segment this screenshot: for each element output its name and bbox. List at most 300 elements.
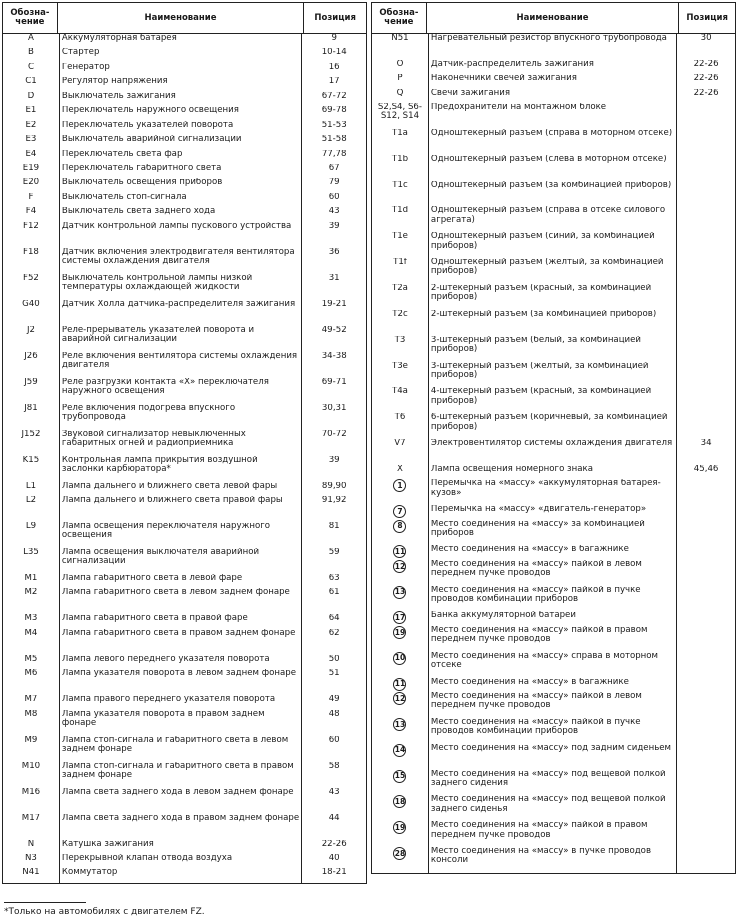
cell-code — [3, 34, 60, 48]
cell-position — [677, 744, 735, 770]
cell-position — [677, 258, 735, 284]
cell-position — [677, 362, 735, 388]
table-row — [372, 626, 735, 652]
table-row — [3, 300, 366, 326]
table-row — [3, 274, 366, 300]
code-text: T1d — [391, 206, 409, 216]
cell-code — [372, 744, 429, 770]
code-text: J2 — [26, 325, 35, 335]
cell-name: Лампа стоп-сигнала и габаритного света в левом заднем фонаре — [60, 736, 302, 762]
table-row — [3, 695, 366, 709]
circled-number: 18 — [393, 795, 406, 808]
cell-code — [3, 300, 60, 326]
cell-name: Выключатель зажигания — [60, 92, 302, 106]
code-text: J81 — [24, 403, 38, 413]
code-text: L35 — [23, 547, 39, 557]
code-text: E4 — [25, 149, 37, 159]
cell-name: Коммутатор — [60, 868, 302, 882]
code-text: N41 — [22, 868, 40, 878]
cell-code — [3, 121, 60, 135]
code-text: M16 — [21, 787, 41, 797]
cell-position: 22-26 — [693, 88, 719, 98]
cell-position — [677, 770, 735, 796]
cell-code — [372, 560, 429, 586]
cell-code — [372, 413, 429, 439]
cell-name: Перемычка на «массу» «двигатель-генератор» — [429, 505, 677, 519]
code-text: M10 — [21, 761, 41, 771]
cell-name: Датчик включения электродвигателя вентилятора системы охлаждения двигателя — [60, 248, 302, 274]
cell-code — [372, 34, 429, 60]
cell-position — [677, 103, 735, 129]
cell-position: 36 — [328, 247, 340, 257]
cell-code — [372, 60, 429, 74]
cell-position: 77,78 — [321, 149, 347, 159]
cell-position: 10-14 — [321, 48, 347, 58]
table-row — [372, 60, 735, 74]
circled-number: 13 — [393, 586, 406, 599]
table-row — [372, 103, 735, 129]
cell-code — [3, 193, 60, 207]
cell-position: 48 — [328, 709, 340, 719]
code-text: T1a — [391, 128, 408, 138]
cell-position — [677, 155, 735, 181]
cell-code — [372, 520, 429, 546]
code-text: V7 — [394, 439, 406, 449]
cell-position: 51-53 — [321, 120, 347, 130]
cell-position — [677, 545, 735, 559]
table-row — [3, 48, 366, 62]
code-text: T1b — [391, 154, 409, 164]
cell-code — [372, 770, 429, 796]
cell-name: Перемычка на «массу» «аккумуляторная батарея-кузов» — [429, 479, 677, 505]
cell-name: Место соединения на «массу» пайкой в правом переднем пучке проводов — [429, 626, 677, 652]
cell-name: 2-штекерный разъем (красный, за комбинацией приборов) — [429, 284, 677, 310]
table-left — [2, 2, 367, 884]
code-text: J26 — [24, 351, 38, 361]
cell-name: Место соединения на «массу» под задним сиденьем — [429, 744, 677, 770]
cell-position: 22-26 — [693, 74, 719, 84]
code-text: F12 — [23, 221, 39, 231]
cell-name: Выключатель стоп-сигнала — [60, 193, 302, 207]
table-row — [372, 258, 735, 284]
code-text: T6 — [394, 413, 406, 423]
table-row — [372, 232, 735, 258]
cell-code — [372, 89, 429, 103]
cell-code — [3, 522, 60, 548]
table-row — [3, 326, 366, 352]
circled-number: 1 — [393, 479, 406, 492]
table-row — [3, 788, 366, 814]
cell-code — [3, 482, 60, 496]
cell-name: Место соединения на «массу» под вещевой полкой заднего сиденья — [429, 795, 677, 821]
code-text: O — [396, 59, 404, 69]
col-code-header: Обозна- чение — [3, 3, 58, 33]
cell-position — [677, 206, 735, 232]
table-row — [372, 718, 735, 744]
cell-code — [3, 548, 60, 574]
cell-name: Лампа освещения переключателя наружного освещения — [60, 522, 302, 548]
table-row — [3, 77, 366, 91]
cell-position: 60 — [328, 192, 340, 202]
table-body — [372, 34, 735, 873]
code-text: E20 — [22, 178, 40, 188]
cell-code — [3, 588, 60, 614]
cell-position: 58 — [328, 761, 340, 771]
code-text: M17 — [21, 813, 41, 823]
cell-code — [372, 258, 429, 284]
cell-position — [677, 284, 735, 310]
table-row — [3, 222, 366, 248]
cell-position — [677, 181, 735, 207]
cell-position: 62 — [328, 628, 340, 638]
footnote: *Только на автомобилях с двигателем FZ. — [4, 907, 205, 917]
code-text: E2 — [25, 120, 37, 130]
cell-name: Датчик контрольной лампы пускового устройства — [60, 222, 302, 248]
cell-position — [677, 520, 735, 546]
code-text: T1e — [391, 232, 408, 242]
code-text: N51 — [391, 34, 409, 43]
cell-name: Выключатель света заднего хода — [60, 207, 302, 221]
code-text: M9 — [24, 735, 38, 745]
code-text: Q — [396, 88, 404, 98]
cell-position: 39 — [328, 221, 340, 231]
cell-position: 69-78 — [321, 106, 347, 116]
cell-position: 69-71 — [321, 377, 347, 387]
cell-code — [372, 155, 429, 181]
table-body — [3, 34, 366, 883]
cell-name: Одноштекерный разъем (справа в моторном отсеке) — [429, 129, 677, 155]
cell-code — [3, 496, 60, 522]
cell-code — [372, 232, 429, 258]
table-row — [372, 89, 735, 103]
cell-name: Место соединения на «массу» за комбинацией приборов — [429, 520, 677, 546]
footnote-rule — [4, 902, 86, 903]
circled-number: 17 — [393, 611, 406, 624]
table-row — [372, 821, 735, 847]
cell-position: 16 — [328, 62, 340, 72]
table-row — [372, 678, 735, 692]
table-row — [372, 505, 735, 519]
cell-name: Место соединения на «массу» справа в моторном отсеке — [429, 652, 677, 678]
table-row — [372, 479, 735, 505]
table-header — [372, 3, 735, 34]
circled-number: 13 — [393, 718, 406, 731]
cell-position — [677, 232, 735, 258]
table-row — [372, 181, 735, 207]
table-row — [372, 586, 735, 612]
code-text: E1 — [25, 106, 37, 116]
cell-name: Лампа левого переднего указателя поворота — [60, 655, 302, 669]
cell-name: Предохранители на монтажном блоке — [429, 103, 677, 129]
table-row — [3, 548, 366, 574]
cell-position — [677, 310, 735, 336]
cell-code — [3, 788, 60, 814]
cell-position: 79 — [328, 178, 340, 188]
code-text: T1f — [393, 258, 407, 268]
table-row — [3, 193, 366, 207]
table-row — [372, 74, 735, 88]
code-text: E19 — [22, 163, 40, 173]
code-text: L9 — [25, 521, 37, 531]
table-row — [3, 150, 366, 164]
circled-number: 10 — [393, 652, 406, 665]
cell-position: 50 — [328, 654, 340, 664]
cell-code — [3, 248, 60, 274]
table-row — [3, 840, 366, 854]
cell-code — [3, 164, 60, 178]
code-text: K15 — [22, 455, 40, 465]
cell-code — [372, 103, 429, 129]
table-row — [3, 482, 366, 496]
cell-name: Реле включения вентилятора системы охлаждения двигателя — [60, 352, 302, 378]
table-row — [3, 868, 366, 882]
cell-code — [3, 695, 60, 709]
cell-code — [372, 74, 429, 88]
col-code-header: Обозна- чение — [372, 3, 427, 33]
table-row — [3, 496, 366, 522]
table-row — [372, 847, 735, 873]
code-text: M4 — [24, 628, 38, 638]
cell-code — [3, 762, 60, 788]
code-text: M1 — [24, 573, 38, 583]
cell-name: Одноштекерный разъем (за комбинацией приборов) — [429, 181, 677, 207]
cell-code — [3, 655, 60, 669]
circled-number: 19 — [393, 821, 406, 834]
table-row — [372, 652, 735, 678]
cell-position — [677, 413, 735, 439]
table-row — [3, 629, 366, 655]
cell-name: Место соединения на «массу» под вещевой полкой заднего сидения — [429, 770, 677, 796]
cell-name: Одноштекерный разъем (справа в отсеке силового агрегата) — [429, 206, 677, 232]
cell-name: 3-штекерный разъем (белый, за комбинацией приборов) — [429, 336, 677, 362]
circled-number: 11 — [393, 678, 406, 691]
cell-position: 30,31 — [321, 403, 347, 413]
cell-position: 19-21 — [321, 299, 347, 309]
cell-position: 91,92 — [321, 495, 347, 505]
table-row — [3, 655, 366, 669]
cell-position: 67 — [328, 163, 340, 173]
cell-code — [3, 178, 60, 192]
cell-position — [677, 692, 735, 718]
cell-code — [3, 135, 60, 149]
cell-position: 49-52 — [321, 325, 347, 335]
table-row — [3, 814, 366, 840]
cell-name: Место соединения на «массу» пайкой в пучке проводов комбинации приборов — [429, 718, 677, 744]
cell-name: Место соединения на «массу» в багажнике — [429, 545, 677, 559]
cell-name: Катушка зажигания — [60, 840, 302, 854]
table-row — [372, 206, 735, 232]
code-text: M6 — [24, 669, 38, 679]
table-row — [372, 692, 735, 718]
cell-position — [677, 560, 735, 586]
cell-name: Реле разгрузки контакта «X» переключателя наружного освещения — [60, 378, 302, 404]
cell-code — [372, 718, 429, 744]
table-row — [372, 795, 735, 821]
code-text: L1 — [25, 481, 37, 491]
cell-name: Реле включения подогрева впускного трубопровода — [60, 404, 302, 430]
cell-code — [372, 652, 429, 678]
cell-name: Одноштекерный разъем (слева в моторном отсеке) — [429, 155, 677, 181]
cell-position: 67-72 — [321, 91, 347, 101]
table-row — [3, 404, 366, 430]
cell-name: Генератор — [60, 63, 302, 77]
cell-name: Лампа дальнего и ближнего света левой фары — [60, 482, 302, 496]
cell-code — [3, 92, 60, 106]
circled-number: 7 — [393, 505, 406, 518]
table-row — [3, 710, 366, 736]
cell-code — [372, 479, 429, 505]
cell-name: Лампа освещения выключателя аварийной сигнализации — [60, 548, 302, 574]
table-row — [372, 611, 735, 625]
cell-position — [677, 611, 735, 625]
table-row — [3, 248, 366, 274]
cell-name: 4-штекерный разъем (красный, за комбинацией приборов) — [429, 387, 677, 413]
cell-name: Звуковой сигнализатор невыключенных габаритных огней и радиоприемника — [60, 430, 302, 456]
cell-position: 43 — [328, 787, 340, 797]
cell-position: 89,90 — [321, 481, 347, 491]
table-row — [372, 387, 735, 413]
table-row — [3, 430, 366, 456]
cell-name: Лампа стоп-сигнала и габаритного света в правом заднем фонаре — [60, 762, 302, 788]
table-row — [3, 736, 366, 762]
table-header — [3, 3, 366, 34]
cell-position — [677, 479, 735, 505]
cell-name: Лампа указателя поворота в правом заднем фонаре — [60, 710, 302, 736]
code-text: T1c — [392, 180, 408, 190]
cell-position — [677, 847, 735, 873]
table-row — [3, 614, 366, 628]
table-row — [372, 560, 735, 586]
cell-code — [3, 430, 60, 456]
table-row — [372, 770, 735, 796]
table-row — [3, 135, 366, 149]
cell-name: Выключатель аварийной сигнализации — [60, 135, 302, 149]
code-text: X — [397, 464, 403, 474]
code-text: M5 — [24, 654, 38, 664]
cell-code — [372, 545, 429, 559]
cell-name: Лампа габаритного света в левой фаре — [60, 574, 302, 588]
cell-name: Лампа правого переднего указателя поворота — [60, 695, 302, 709]
cell-code — [3, 710, 60, 736]
cell-name: Место соединения на «массу» в багажнике — [429, 678, 677, 692]
cell-name: Одноштекерный разъем (желтый, за комбинацией приборов) — [429, 258, 677, 284]
cell-name: Лампа указателя поворота в левом заднем фонаре — [60, 669, 302, 695]
table-row — [372, 439, 735, 465]
cell-name: Переключатель света фар — [60, 150, 302, 164]
code-text: T2c — [392, 309, 408, 319]
table-row — [372, 520, 735, 546]
cell-code — [372, 387, 429, 413]
table-row — [3, 669, 366, 695]
cell-position — [677, 821, 735, 847]
cell-name: Место соединения на «массу» пайкой в правом переднем пучке проводов — [429, 821, 677, 847]
cell-position: 61 — [328, 588, 340, 598]
cell-code — [3, 840, 60, 854]
cell-name: Место соединения на «массу» пайкой в левом переднем пучке проводов — [429, 692, 677, 718]
code-text: T3e — [391, 361, 408, 371]
cell-position: 59 — [328, 547, 340, 557]
table-row — [372, 155, 735, 181]
cell-code — [3, 669, 60, 695]
cell-code — [372, 505, 429, 519]
cell-code — [3, 63, 60, 77]
cell-name: Контрольная лампа прикрытия воздушной заслонки карбюратора* — [60, 456, 302, 482]
col-pos-header: Позиция — [686, 12, 728, 23]
cell-name: Нагревательный резистор впускного трубопровода — [429, 34, 677, 60]
code-text: D — [27, 91, 35, 101]
table-right — [371, 2, 736, 874]
cell-position: 30 — [700, 34, 712, 43]
cell-code — [372, 692, 429, 718]
table-row — [372, 129, 735, 155]
table-row — [3, 762, 366, 788]
table-row — [372, 284, 735, 310]
circled-number: 14 — [393, 744, 406, 757]
circled-number: 8 — [393, 520, 406, 533]
cell-code — [3, 736, 60, 762]
table-row — [372, 465, 735, 479]
circled-number: 28 — [393, 847, 406, 860]
cell-name: 3-штекерный разъем (желтый, за комбинацией приборов) — [429, 362, 677, 388]
circled-number: 15 — [393, 770, 406, 783]
cell-code — [372, 129, 429, 155]
cell-position — [677, 795, 735, 821]
cell-position: 18-21 — [321, 868, 347, 878]
cell-name: Регулятор напряжения — [60, 77, 302, 91]
table-row — [3, 456, 366, 482]
cell-name: Место соединения на «массу» пайкой в левом переднем пучке проводов — [429, 560, 677, 586]
cell-position — [677, 505, 735, 519]
cell-code — [372, 336, 429, 362]
col-name-header: Наименование — [58, 3, 305, 33]
code-text: J152 — [21, 429, 41, 439]
cell-position: 9 — [331, 34, 337, 43]
table-row — [3, 588, 366, 614]
table-row — [3, 34, 366, 48]
cell-position — [677, 387, 735, 413]
cell-code — [3, 814, 60, 840]
cell-code — [372, 821, 429, 847]
cell-code — [372, 847, 429, 873]
cell-position — [677, 336, 735, 362]
cell-name: Лампа габаритного света в правой фаре — [60, 614, 302, 628]
cell-code — [3, 150, 60, 164]
cell-code — [3, 854, 60, 868]
cell-name: Датчик Холла датчика-распределителя зажигания — [60, 300, 302, 326]
code-text: T4a — [391, 387, 408, 397]
table-row — [372, 336, 735, 362]
cell-name: Место соединения на «массу» в пучке проводов консоли — [429, 847, 677, 873]
cell-code — [372, 465, 429, 479]
code-text: A — [28, 34, 34, 43]
code-text: C1 — [25, 77, 37, 87]
cell-name: Лампа дальнего и ближнего света правой фары — [60, 496, 302, 522]
table-row — [3, 854, 366, 868]
table-row — [3, 207, 366, 221]
code-text: T3 — [394, 335, 406, 345]
code-text: M2 — [24, 588, 38, 598]
code-text: N3 — [25, 853, 37, 863]
cell-code — [372, 626, 429, 652]
code-text: B — [28, 48, 34, 58]
cell-code — [372, 439, 429, 465]
cell-code — [3, 207, 60, 221]
cell-code — [372, 678, 429, 692]
cell-code — [372, 611, 429, 625]
cell-name: Переключатель наружного освещения — [60, 106, 302, 120]
cell-name: Датчик-распределитель зажигания — [429, 60, 677, 74]
cell-position: 44 — [328, 813, 340, 823]
